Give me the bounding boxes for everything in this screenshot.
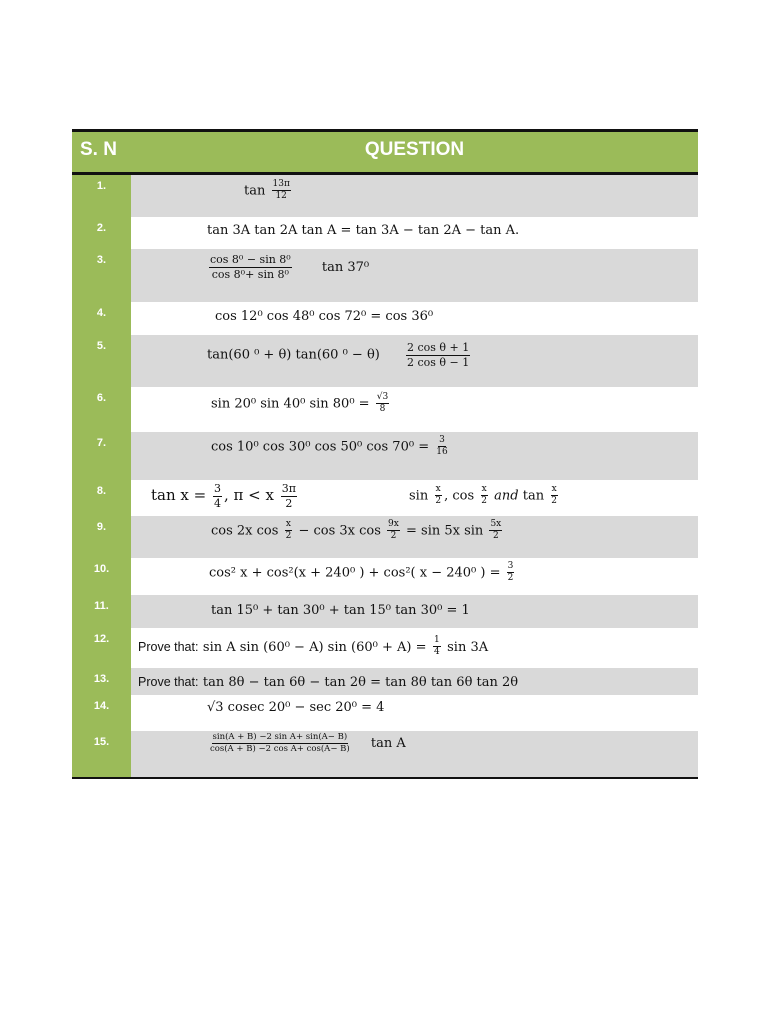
prove-that-label: Prove that: xyxy=(138,640,199,655)
fraction: $\frac{9x}{2}$ xyxy=(388,519,399,542)
question-cell xyxy=(131,387,698,432)
table-row xyxy=(72,480,698,516)
table-row xyxy=(72,516,698,558)
row-number: 14. xyxy=(72,695,131,731)
table-row xyxy=(72,302,698,335)
question-text: cos 2x cos xyxy=(211,523,279,539)
row-number: 10. xyxy=(72,558,131,595)
fraction: $\frac{x}{2}$ xyxy=(551,484,557,507)
question-text: cos 10⁰ cos 30⁰ cos 50⁰ cos 70⁰ = xyxy=(211,439,430,455)
fraction: $\frac{5x}{2}$ xyxy=(490,519,502,542)
question-cell xyxy=(131,175,698,217)
question-text: tan 15⁰ + tan 30⁰ + tan 15⁰ tan 30⁰ = 1 xyxy=(211,603,470,618)
row-number: 2. xyxy=(72,217,131,249)
header-sn: S. N xyxy=(80,139,117,160)
fraction: $\frac{x}{2}$ xyxy=(435,484,442,507)
question-cell xyxy=(131,595,698,628)
table-row xyxy=(72,217,698,249)
row-number: 15. xyxy=(72,731,131,777)
question-text: tan x = xyxy=(151,486,207,505)
table-row xyxy=(72,628,698,668)
fraction: $\frac{3}{16}$ xyxy=(436,435,448,458)
table-header xyxy=(72,129,698,175)
fraction: $\frac{3}{2}$ xyxy=(507,561,514,584)
table-row xyxy=(72,175,698,217)
question-cell xyxy=(131,695,698,731)
table-row xyxy=(72,595,698,628)
question-cell xyxy=(131,217,698,249)
question-text: tan A xyxy=(370,735,406,751)
row-number: 8. xyxy=(72,480,131,516)
question-cell xyxy=(131,558,698,595)
question-cell xyxy=(131,249,698,302)
question-cell xyxy=(131,731,698,777)
fraction: $\frac{\text{cos 8⁰ − sin 8⁰}}{\text{cos 8⁰+ sin 8⁰}}$ xyxy=(210,253,291,281)
question-cell xyxy=(131,480,698,516)
question-text: tan xyxy=(244,183,266,199)
fraction: $\frac{3\pi}{2}$ xyxy=(281,482,296,510)
table-row xyxy=(72,335,698,387)
question-text: sin 20⁰ sin 40⁰ sin 80⁰ = xyxy=(211,396,370,412)
fraction: $\frac{3}{4}$ xyxy=(213,482,221,510)
question-table xyxy=(72,129,698,779)
question-text: sin xyxy=(409,488,429,504)
table-row xyxy=(72,387,698,432)
fraction: $\frac{x}{2}$ xyxy=(285,519,292,542)
question-text: tan 3A tan 2A tan A = tan 3A − tan 2A − tan A. xyxy=(207,223,520,238)
question-text: tan 8θ − tan 6θ − tan 2θ = tan 8θ tan 6θ tan 2θ xyxy=(202,675,519,690)
question-text: and xyxy=(494,488,519,504)
fraction: $\frac{x}{2}$ xyxy=(481,484,487,507)
row-number: 1. xyxy=(72,175,131,217)
fraction: $\frac{√3}{8}$ xyxy=(376,392,389,415)
row-number: 7. xyxy=(72,432,131,480)
table-row xyxy=(72,668,698,695)
question-cell xyxy=(131,302,698,335)
table-row xyxy=(72,731,698,777)
question-cell xyxy=(131,668,698,695)
header-question: QUESTION xyxy=(364,139,465,160)
question-cell xyxy=(131,516,698,558)
table-body xyxy=(72,175,698,779)
question-text: cos 12⁰ cos 48⁰ cos 72⁰ = cos 36⁰ xyxy=(215,309,434,324)
question-text: √3 cosec 20⁰ − sec 20⁰ = 4 xyxy=(207,700,385,715)
question-text: tan xyxy=(522,488,545,504)
row-number: 11. xyxy=(72,595,131,628)
row-number: 12. xyxy=(72,628,131,668)
fraction: $\frac{\text{2 cos θ + 1}}{\text{2 cos θ − 1}}$ xyxy=(407,341,470,369)
fraction: $\frac{\text{sin(A + B) −2 sin A+ sin(A− B)}}{\text{cos(A + B) −2 cos A+ cos(A− B)}}$ xyxy=(210,732,350,754)
question-text: = sin 5x sin xyxy=(406,523,484,539)
question-text: tan 37⁰ xyxy=(321,259,370,275)
question-text: − cos 3x cos xyxy=(298,523,381,539)
question-text: sin A sin (60⁰ − A) sin (60⁰ + A) = xyxy=(202,640,427,656)
fraction: $\frac{13\pi}{12}$ xyxy=(272,179,290,202)
question-text: sin 3A xyxy=(447,640,489,656)
fraction: $\frac{1}{4}$ xyxy=(433,635,440,658)
prove-that-label: Prove that: xyxy=(138,675,199,689)
question-text: cos² x + cos²(x + 240⁰ ) + cos²( x − 240⁰ ) = xyxy=(209,565,501,581)
question-cell xyxy=(131,335,698,387)
question-text: , π < x xyxy=(223,486,274,505)
row-number: 5. xyxy=(72,335,131,387)
question-cell xyxy=(131,432,698,480)
question-cell xyxy=(131,628,698,668)
table-row xyxy=(72,432,698,480)
row-number: 4. xyxy=(72,302,131,335)
row-number: 9. xyxy=(72,516,131,558)
table-row xyxy=(72,249,698,302)
question-text: tan(60 ⁰ + θ) tan(60 ⁰ − θ) xyxy=(207,347,380,363)
question-text: , cos xyxy=(444,488,475,504)
row-number: 3. xyxy=(72,249,131,302)
row-number: 6. xyxy=(72,387,131,432)
table-row xyxy=(72,695,698,731)
table-row xyxy=(72,558,698,595)
row-number: 13. xyxy=(72,668,131,695)
